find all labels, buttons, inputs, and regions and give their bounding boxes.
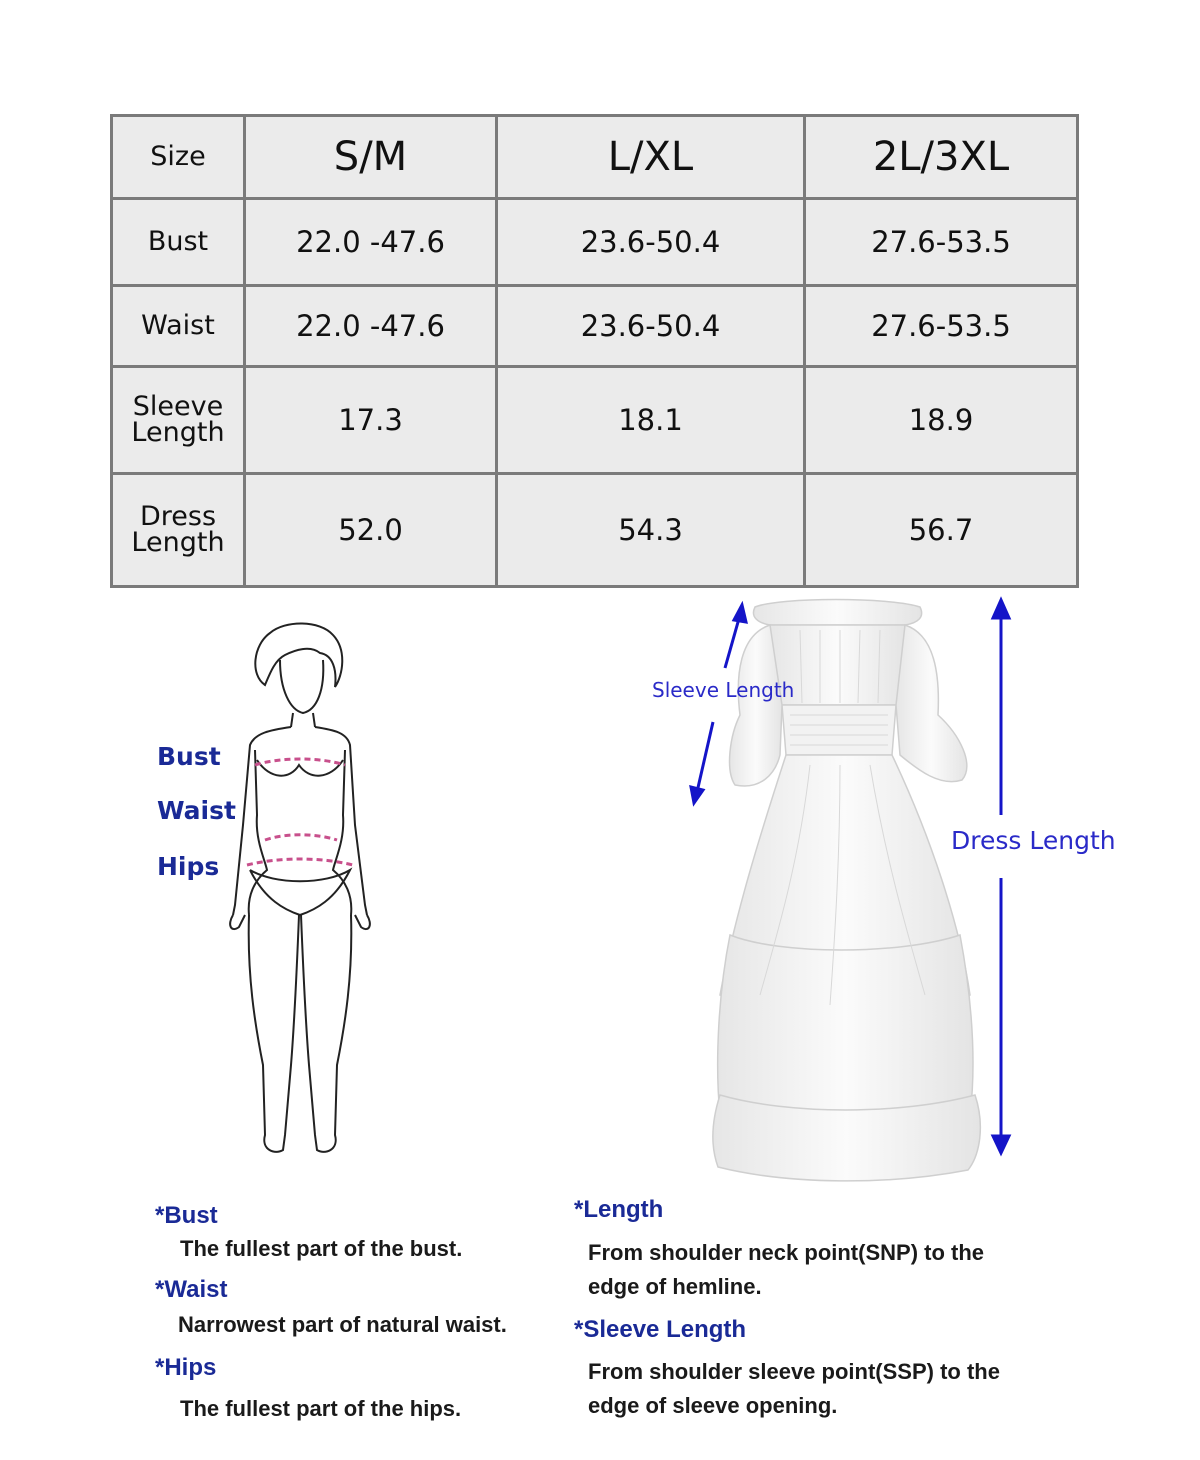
header-size-2l-3xl: 2L/3XL [805,116,1078,199]
body-outline-figure [225,615,375,1165]
body-label-bust: Bust [157,742,221,771]
note-sleeve-line-2: edge of sleeve opening. [588,1393,838,1418]
body-label-waist: Waist [157,796,236,825]
size-chart-table [110,114,1079,588]
note-waist-text: Narrowest part of natural waist. [178,1312,507,1337]
cell-dress-l-xl: 54.3 [497,474,805,587]
cell-dress-2l-3xl: 56.7 [805,474,1078,587]
row-label-sleeve-length: Sleeve Length [112,367,245,474]
row-label-waist: Waist [112,286,245,367]
cell-sleeve-2l-3xl: 18.9 [805,367,1078,474]
header-size-label: Size [112,116,245,199]
note-length-title: *Length [574,1196,664,1223]
body-label-hips: Hips [157,852,220,881]
cell-waist-s-m: 22.0 -47.6 [245,286,497,367]
table-row-bust [112,199,1078,286]
note-bust-text: The fullest part of the bust. [180,1236,463,1261]
note-length-text [588,1236,984,1304]
header-size-s-m: S/M [245,116,497,199]
cell-waist-l-xl: 23.6-50.4 [497,286,805,367]
table-row-waist [112,286,1078,367]
cell-sleeve-l-xl: 18.1 [497,367,805,474]
note-length-line-2: edge of hemline. [588,1274,762,1299]
cell-bust-s-m: 22.0 -47.6 [245,199,497,286]
note-hips-title: *Hips [155,1354,217,1381]
table-row-dress-length [112,474,1078,587]
note-sleeve-length-title: *Sleeve Length [574,1316,747,1343]
cell-bust-2l-3xl: 27.6-53.5 [805,199,1078,286]
row-label-dress-length: Dress Length [112,474,245,587]
sleeve-length-label: Sleeve Length [652,678,795,702]
note-sleeve-line-1: From shoulder sleeve point(SSP) to the [588,1359,1000,1384]
table-row-sleeve-length [112,367,1078,474]
cell-bust-l-xl: 23.6-50.4 [497,199,805,286]
cell-dress-s-m: 52.0 [245,474,497,587]
note-hips-text: The fullest part of the hips. [180,1396,462,1421]
cell-sleeve-s-m: 17.3 [245,367,497,474]
note-sleeve-length-text [588,1355,1000,1423]
note-waist-title: *Waist [155,1276,228,1303]
table-header-row [112,116,1078,199]
row-label-bust: Bust [112,199,245,286]
note-bust-title: *Bust [155,1202,218,1229]
cell-waist-2l-3xl: 27.6-53.5 [805,286,1078,367]
header-size-l-xl: L/XL [497,116,805,199]
dress-length-label: Dress Length [951,826,1116,855]
note-length-line-1: From shoulder neck point(SNP) to the [588,1240,985,1265]
